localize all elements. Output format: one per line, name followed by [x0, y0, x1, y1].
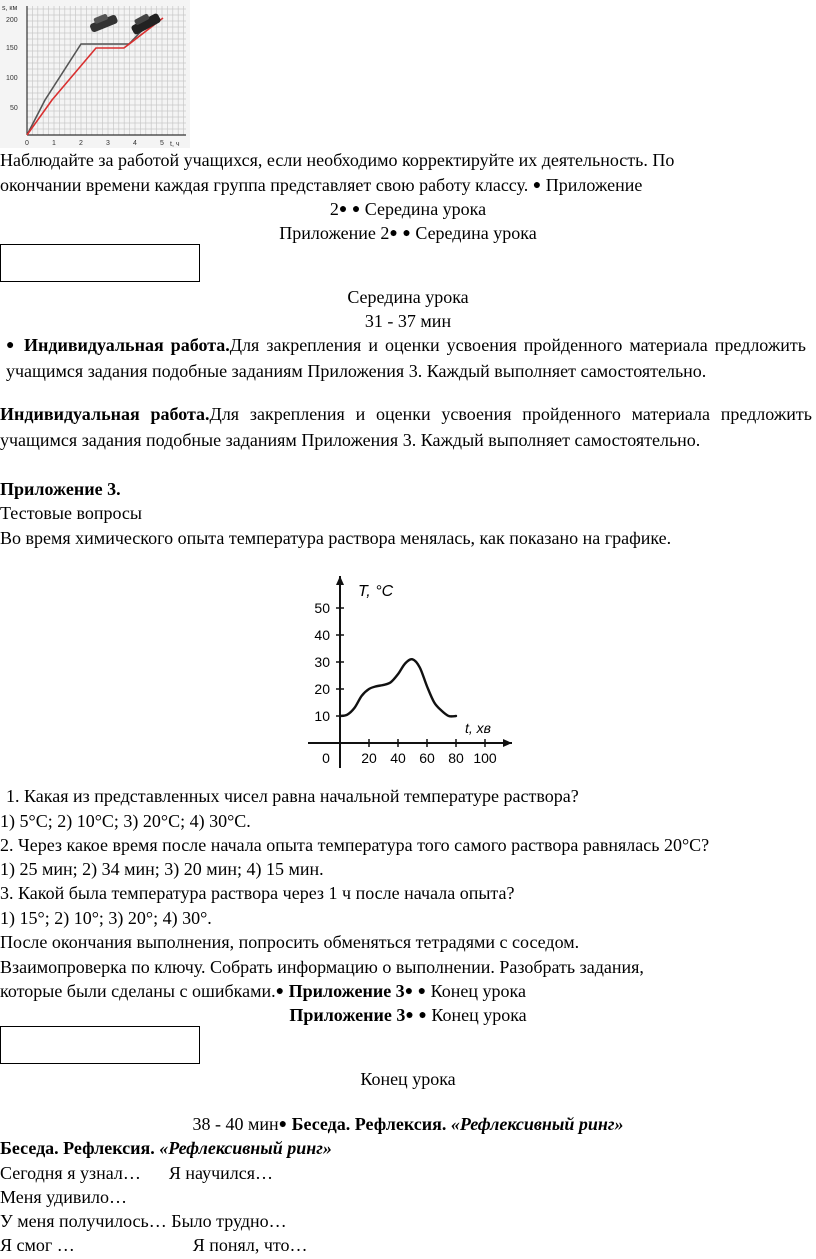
individual-work-paragraph [0, 402, 812, 453]
reflection-row-3 [0, 1210, 287, 1232]
bullet-icon: ● [402, 226, 411, 241]
after-line-1: После окончания выполнения, попросить обменяться тетрадями с соседом. [0, 932, 580, 952]
instruction-line-1: Наблюдайте за работой учащихся, если необходимо корректируйте их деятельность. По [0, 150, 675, 170]
graph1-ytick: 50 [10, 105, 18, 112]
reflection-prompt: Я понял, что… [192, 1235, 308, 1255]
after-line-3-text: которые были сделаны с ошибками. [0, 981, 276, 1001]
section-ref: Конец урока [430, 981, 526, 1001]
instruction-line-2-text: окончании времени каждая группа представляет свою работу классу. [0, 175, 529, 195]
question-2: 2. Через какое время после начала опыта температура того самого раствора равнялась 20°C? [0, 835, 710, 855]
answers-1: 1) 5°C; 2) 10°C; 3) 20°C; 4) 30°C. [0, 811, 251, 831]
chart-intro: Во время химического опыта температура раствора менялась, как показано на графике. [0, 528, 672, 548]
instruction-line-2 [0, 174, 642, 197]
distance-time-graph [0, 0, 190, 148]
individual-work-text: Для закрепления и оценки усвоения пройденного материала предложить учащимся задания подобные заданиям Приложения 3. Каждый выполняет самостоятельно. [0, 404, 812, 450]
x-axis-arrow-icon [503, 739, 512, 747]
individual-work-title: Индивидуальная работа. [0, 404, 210, 424]
bullet-icon: ● [405, 1008, 414, 1023]
instruction-line-4 [0, 222, 816, 245]
graph1-xtick: 5 [160, 140, 164, 147]
section-time: 38 - 40 мин [192, 1114, 279, 1134]
section-time-line [0, 1113, 816, 1136]
question-1: 1. Какая из представленных чисел равна начальной температуре раствора? [6, 786, 579, 806]
x-tick-label: 60 [419, 750, 435, 766]
section-ref: Середина урока [415, 223, 537, 243]
empty-frame [0, 244, 200, 282]
bullet-icon: ● [404, 984, 414, 999]
section-ref: Середина урока [364, 199, 487, 219]
graph1-xtick: 3 [106, 140, 110, 147]
empty-frame [0, 1026, 200, 1064]
individual-work-bulleted [6, 333, 806, 384]
appendix-ref: Приложение 3 [288, 981, 405, 1001]
after-line-2: Взаимопроверка по ключу. Собрать информацию о выполнении. Разобрать задания, [0, 957, 644, 977]
appendix-ref: Приложение 3 [289, 1005, 406, 1025]
graph1-xtick: 0 [25, 140, 29, 147]
bullet-icon: ● [389, 226, 398, 241]
bullet-icon: ● [351, 202, 361, 217]
instruction-line-3 [0, 198, 816, 221]
x-tick-label: 20 [361, 750, 377, 766]
graph1-ytick: 200 [6, 17, 18, 24]
x-tick-label: 100 [473, 750, 497, 766]
bullet-icon: ● [338, 202, 348, 217]
section-time: 31 - 37 мин [364, 311, 452, 331]
y-tick-label: 20 [314, 681, 330, 697]
individual-work-text: Для закрепления и оценки усвоения пройденного материала предложить учащимся задания подобные заданиям Приложения 3. Каждый выполняет самостоятельно. [6, 335, 806, 381]
bullet-icon: ● [418, 1008, 427, 1023]
test-questions-heading: Тестовые вопросы [0, 503, 142, 523]
y-tick-label: 10 [314, 708, 330, 724]
reflection-prompt: Сегодня я узнал… [0, 1163, 141, 1183]
y-tick-label: 30 [314, 654, 330, 670]
temperature-chart [300, 568, 520, 773]
graph1-xtick: 4 [133, 140, 137, 147]
reflection-title: Беседа. Рефлексия. [0, 1138, 155, 1158]
graph1-xlabel: t, ч [170, 141, 180, 148]
reflection-ring: «Рефлексивный ринг» [159, 1138, 332, 1158]
bullet-icon: ● [6, 338, 17, 353]
reflection-prompt: Было трудно… [171, 1211, 287, 1231]
appendix-ref: Приложение 2 [279, 223, 390, 243]
answers-2: 1) 25 мин; 2) 34 мин; 3) 20 мин; 4) 15 мин. [0, 859, 324, 879]
section-title: Конец урока [360, 1069, 456, 1089]
reflection-row-2: Меня удивило… [0, 1187, 127, 1207]
graph1-ytick: 100 [6, 75, 18, 82]
temperature-curve [340, 659, 456, 716]
bullet-icon: ● [278, 1117, 288, 1132]
answers-3: 1) 15°; 2) 10°; 3) 20°; 4) 30°. [0, 908, 212, 928]
after-line-3 [0, 980, 526, 1003]
appendix-link: Приложение [545, 175, 643, 195]
reflection-prompt: Я смог … [0, 1235, 75, 1255]
x-tick-label: 80 [448, 750, 464, 766]
graph1-xtick: 1 [52, 140, 56, 147]
reflection-ring: «Рефлексивный ринг» [450, 1114, 624, 1134]
reflection-row-4 [0, 1234, 308, 1256]
y-axis-arrow-icon [336, 576, 344, 585]
reflection-line [0, 1137, 332, 1159]
reflection-prompt: У меня получилось… [0, 1211, 167, 1231]
after-line-4 [0, 1004, 816, 1027]
x-tick-label: 40 [390, 750, 406, 766]
section-ref: Конец урока [431, 1005, 527, 1025]
bullet-icon: ● [417, 984, 427, 999]
graph1-xtick: 2 [79, 140, 83, 147]
appendix-heading: Приложение 3. [0, 479, 121, 499]
graph1-ytick: 150 [6, 45, 18, 52]
individual-work-title: Индивидуальная работа. [23, 335, 230, 355]
y-tick-label: 40 [314, 627, 330, 643]
y-tick-label: 50 [314, 600, 330, 616]
graph1-ylabel: s, км [2, 5, 18, 12]
question-3: 3. Какой была температура раствора через 1 ч после начала опыта? [0, 883, 515, 903]
reflection-title: Беседа. Рефлексия. [291, 1114, 447, 1134]
chart-x-label: t, хв [465, 720, 491, 736]
section-title: Середина урока [347, 287, 469, 307]
chart-y-label: T, °C [358, 583, 394, 600]
x-tick-label: 0 [322, 750, 330, 766]
bullet-icon: ● [532, 178, 542, 193]
appendix-number: 2 [329, 199, 339, 219]
reflection-prompt: Я научился… [168, 1163, 274, 1183]
reflection-row-1 [0, 1162, 273, 1184]
bullet-icon: ● [275, 984, 285, 999]
